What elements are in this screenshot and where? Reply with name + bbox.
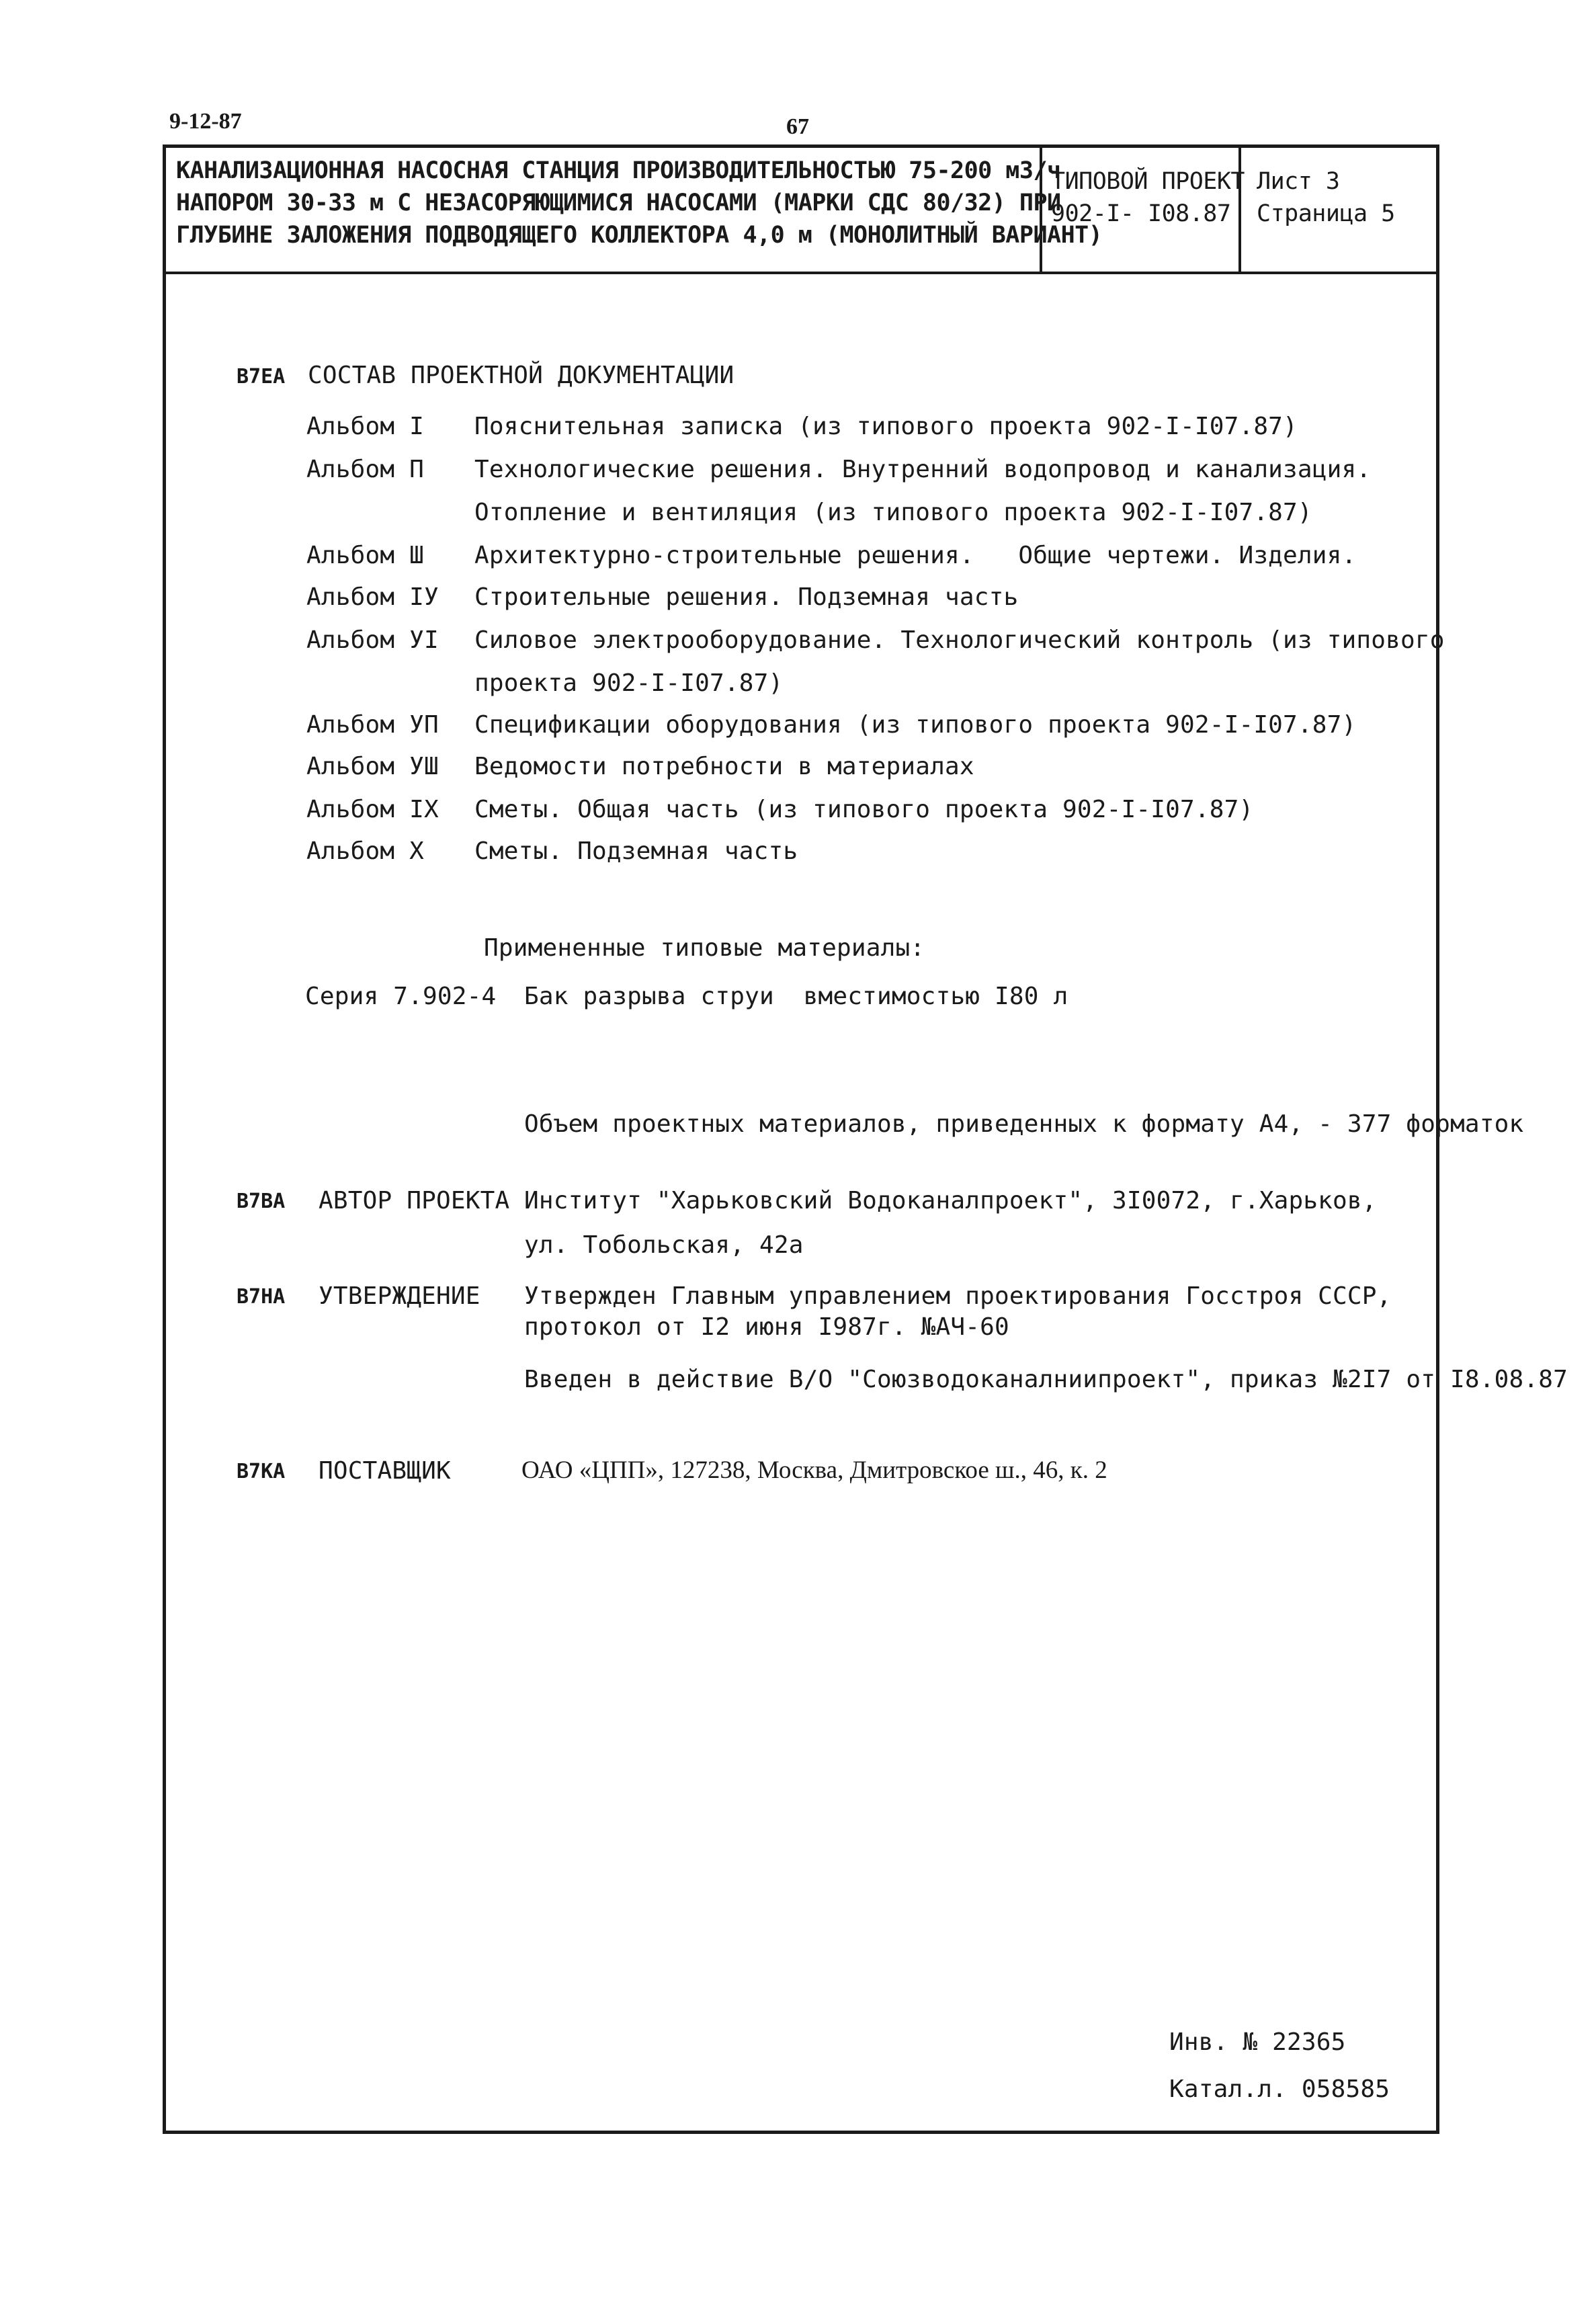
supplier-text: ОАО «ЦПП», 127238, Москва, Дмитровское ш., 46, к. 2 <box>521 1456 1107 1484</box>
header-divider <box>163 272 1439 274</box>
author-text: Институт "Харьковский Водоканалпроект", 3I0072, г.Харьков, <box>524 1187 1377 1214</box>
album-desc: Архитектурно-строительные решения. Общие чертежи. Изделия. <box>474 542 1357 569</box>
album-label: Альбом УI <box>306 626 439 654</box>
series-text: Бак разрыва струи вместимостью I80 л <box>524 983 1068 1010</box>
page-frame <box>163 145 1439 2134</box>
album-desc: проекта 902-I-I07.87) <box>474 669 784 697</box>
materials-heading: Примененные типовые материалы: <box>484 934 925 962</box>
album-label: Альбом Ш <box>306 542 424 569</box>
author-text: ул. Тобольская, 42а <box>524 1231 804 1259</box>
approval-text: протокол от I2 июня I987г. №АЧ-60 <box>524 1313 1009 1341</box>
album-desc: Ведомости потребности в материалах <box>474 753 974 780</box>
sheet-page: Страница 5 <box>1257 200 1395 227</box>
album-label: Альбом IX <box>306 796 439 823</box>
approval-text: Утвержден Главным управлением проектирования Госстроя СССР, <box>524 1282 1392 1310</box>
supplier-label: ПОСТАВЩИК <box>319 1457 451 1485</box>
volume-note: Объем проектных материалов, приведенных к формату А4, - 377 форматок <box>524 1110 1524 1138</box>
album-label: Альбом IУ <box>306 583 439 611</box>
page-number: 67 <box>786 114 809 139</box>
album-desc: Отопление и вентиляция (из типового проекта 902-I-I07.87) <box>474 499 1312 526</box>
author-label: АВТОР ПРОЕКТА <box>319 1187 510 1214</box>
approval-label: УТВЕРЖДЕНИЕ <box>319 1282 480 1310</box>
catalog-number: Катал.л. 058585 <box>1169 2075 1390 2103</box>
album-label: Альбом I <box>306 413 424 440</box>
header-separator-2 <box>1238 145 1241 273</box>
header-title-line: ГЛУБИНЕ ЗАЛОЖЕНИЯ ПОДВОДЯЩЕГО КОЛЛЕКТОРА 4,0 м (МОНОЛИТНЫЙ ВАРИАНТ) <box>176 222 1103 249</box>
author-code: В7ВА <box>237 1190 286 1213</box>
album-desc: Технологические решения. Внутренний водопровод и канализация. <box>474 456 1372 483</box>
project-number: 902-I- I08.87 <box>1051 200 1231 227</box>
approval-code: В7НА <box>237 1285 286 1309</box>
album-desc: Строительные решения. Подземная часть <box>474 583 1019 611</box>
project-label: ТИПОВОЙ ПРОЕКТ <box>1051 168 1245 195</box>
doc-number: 9-12-87 <box>169 109 242 134</box>
album-label: Альбом УШ <box>306 753 439 780</box>
album-desc: Пояснительная записка (из типового проекта 902-I-I07.87) <box>474 413 1298 440</box>
sheet-number: Лист 3 <box>1257 168 1340 195</box>
inventory-number: Инв. № 22365 <box>1169 2028 1346 2056</box>
album-label: Альбом П <box>306 456 424 483</box>
enactment-text: Введен в действие В/О "Союзводоканалниипроект", приказ №2I7 от I8.08.87 <box>524 1366 1568 1393</box>
composition-code: В7ЕА <box>237 365 286 388</box>
composition-title: СОСТАВ ПРОЕКТНОЙ ДОКУМЕНТАЦИИ <box>308 362 734 389</box>
header-title <box>176 157 1102 249</box>
album-desc: Сметы. Подземная часть <box>474 837 798 865</box>
series-label: Серия 7.902-4 <box>305 983 497 1010</box>
album-desc: Силовое электрооборудование. Технологический контроль (из типового <box>474 626 1445 654</box>
supplier-code: В7КА <box>237 1460 286 1483</box>
album-desc: Сметы. Общая часть (из типового проекта 902-I-I07.87) <box>474 796 1254 823</box>
header-title-line: НАПОРОМ 30-33 м С НЕЗАСОРЯЮЩИМИСЯ НАСОСАМИ (МАРКИ СДС 80/32) ПРИ <box>176 190 1061 216</box>
album-label: Альбом УП <box>306 711 439 739</box>
album-label: Альбом X <box>306 837 424 865</box>
album-desc: Спецификации оборудования (из типового проекта 902-I-I07.87) <box>474 711 1357 739</box>
header-title-line: КАНАЛИЗАЦИОННАЯ НАСОСНАЯ СТАНЦИЯ ПРОИЗВОДИТЕЛЬНОСТЬЮ 75-200 м3/ч <box>176 157 1061 184</box>
